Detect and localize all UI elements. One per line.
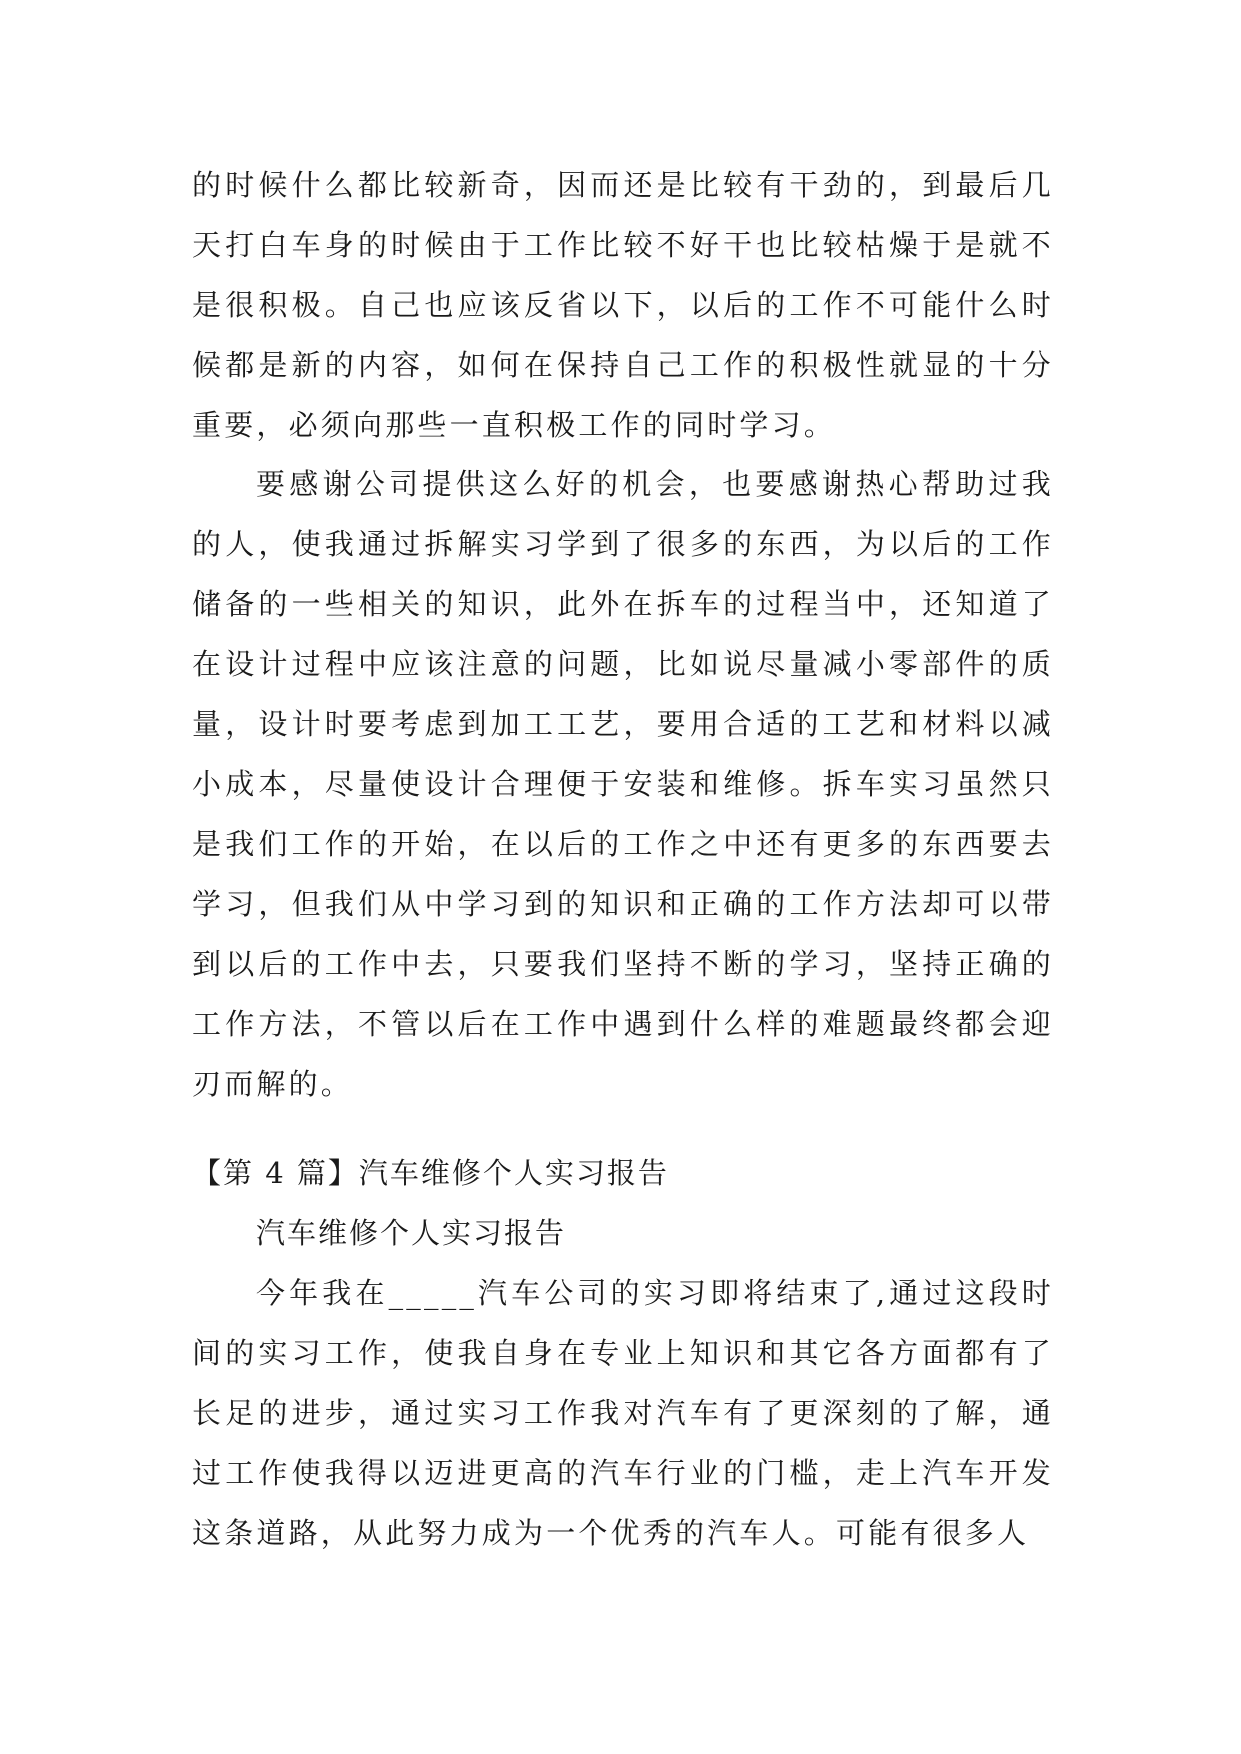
section-heading: 【第 4 篇】汽车维修个人实习报告 xyxy=(192,1156,669,1190)
section-body-paragraph: 今年我在_____汽车公司的实习即将结束了,通过这段时间的实习工作，使我自身在专业上知识和其它各方面都有了长足的进步，通过实习工作我对汽车有了更深刻的了解，通过工作使我得以迈进更高的汽车行业的门槛，走上汽车开发这条道路，从此努力成为一个优秀的汽车人。可能有很多人 xyxy=(192,1276,1054,1550)
section-subtitle: 汽车维修个人实习报告 xyxy=(256,1216,567,1250)
body-paragraph-continued: 的时候什么都比较新奇，因而还是比较有干劲的，到最后几天打白车身的时候由于工作比较不好干也比较枯燥于是就不是很积极。自己也应该反省以下，以后的工作不可能什么时候都是新的内容，如何在保持自己工作的积极性就显的十分重要，必须向那些一直积极工作的同时学习。 xyxy=(192,168,1054,442)
body-paragraph-gratitude: 要感谢公司提供这么好的机会，也要感谢热心帮助过我的人，使我通过拆解实习学到了很多的东西，为以后的工作储备的一些相关的知识，此外在拆车的过程当中，还知道了在设计过程中应该注意的问题，比如说尽量减小零部件的质量，设计时要考虑到加工工艺，要用合适的工艺和材料以减小成本，尽量使设计合理便于安装和维修。拆车实习虽然只是我们工作的开始，在以后的工作之中还有更多的东西要去学习，但我们从中学习到的知识和正确的工作方法却可以带到以后的工作中去，只要我们坚持不断的学习，坚持正确的工作方法，不管以后在工作中遇到什么样的难题最终都会迎刃而解的。 xyxy=(192,467,1054,1101)
